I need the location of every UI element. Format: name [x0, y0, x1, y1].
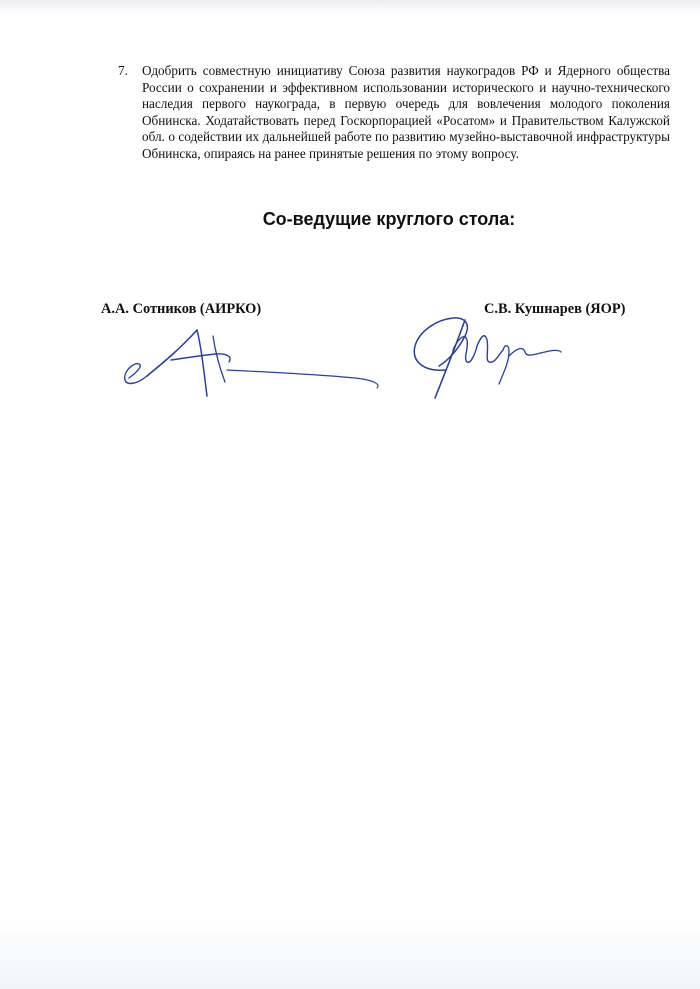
scan-edge-shadow — [0, 0, 700, 14]
signature-left — [115, 326, 385, 406]
list-item-text: Одобрить совместную инициативу Союза развития наукоградов РФ и Ядерного общества России о сохранении и эффективном использовании исторического и научно-технического наследия первого наукограда, в первую очередь для вовлечения молодого поколения Обнинска. Ходатайствовать перед Госкорпорацией «Росатом» и Правительством Калужской обл. о содействии их дальнейшей работе по развитию музейно-выставочной инфраструктуры Обнинска, опираясь на ранее принятые решения по этому вопросу. — [142, 63, 670, 161]
signatory-name-left: А.А. Сотников (АИРКО) — [101, 301, 262, 317]
co-hosts-heading: Со-ведущие круглого стола: — [262, 209, 516, 229]
signature-right — [405, 310, 565, 405]
signatory-name-right: С.В. Кушнарев (ЯОР) — [484, 301, 626, 317]
scan-edge-shadow-bottom — [0, 919, 700, 989]
list-item-number: 7. — [118, 63, 128, 78]
